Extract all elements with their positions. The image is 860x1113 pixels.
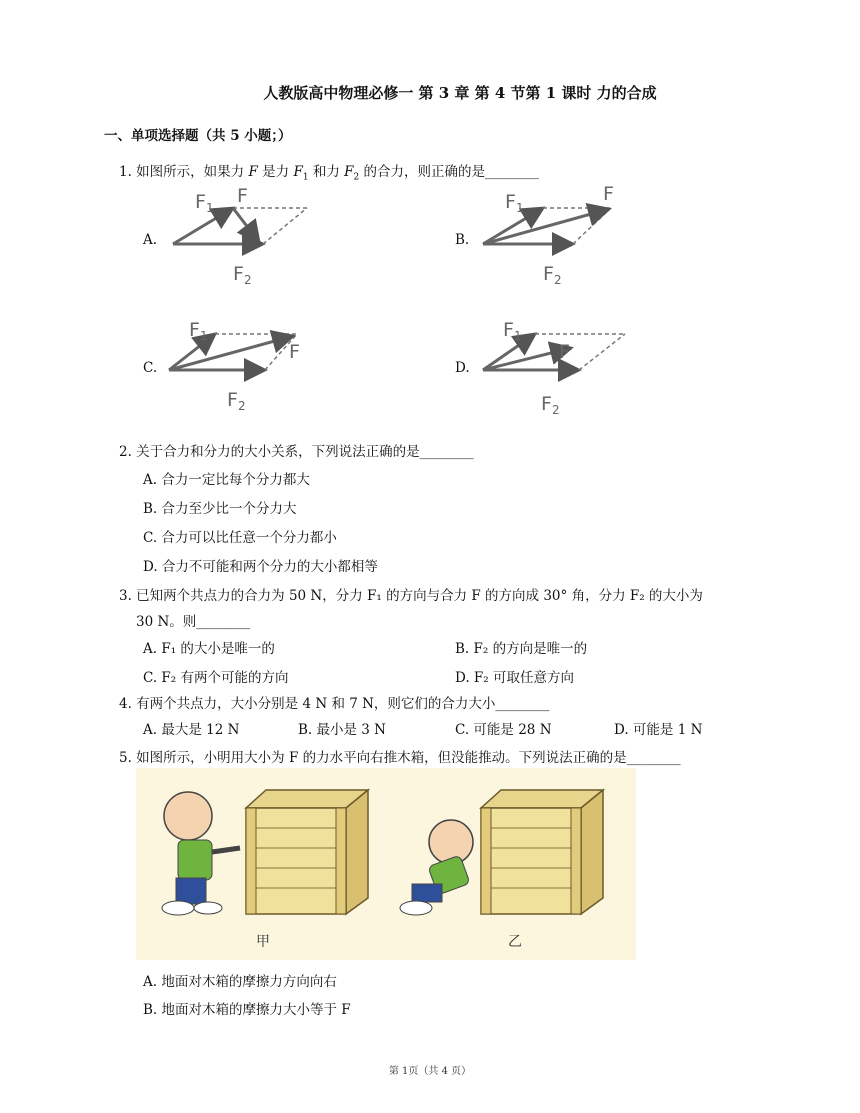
page-title: 人教版高中物理必修一 第 3 章 第 4 节第 1 课时 力的合成 [263, 84, 657, 102]
svg-text:F: F [603, 183, 614, 205]
svg-text:F2: $F_2$ [227, 389, 246, 413]
crate-right-icon [481, 790, 603, 914]
q1-diagram-a [165, 180, 325, 290]
q4-option-b: B. 最小是 3 N [298, 722, 386, 738]
svg-text:F1: $F_1$ [505, 191, 524, 215]
question-3-line-1: 3. 已知两个共点力的合力为 50 N，分力 F₁ 的方向与合力 F 的方向成 30° 角，分力 F₂ 的大小为 [119, 588, 703, 604]
svg-text:F1: $F_1$ [189, 319, 208, 343]
page-footer: 第 1页（共 4 页） [388, 1066, 472, 1077]
q1-option-c-label: C. [143, 360, 158, 376]
question-1-stem: 1. 如图所示，如果力 F 是力 $F_1$ 和力 $F_2$ 的合力，则正确的是________ [119, 164, 540, 183]
q1-option-b-label: B. [455, 232, 470, 248]
svg-text:F2: $F_2$ [541, 393, 560, 417]
label-f2: $F_2$ [233, 263, 252, 287]
q1-option-a-label: A. [143, 232, 158, 248]
q3-option-a: A. F₁ 的大小是唯一的 [143, 641, 275, 657]
boy-pushing-crate-illustration [136, 768, 636, 960]
q1-diagram-b [475, 180, 635, 290]
q5-option-b: B. 地面对木箱的摩擦力大小等于 F [143, 1002, 351, 1018]
question-2-stem: 2. 关于合力和分力的大小关系，下列说法正确的是________ [119, 444, 474, 460]
svg-text:F: F [559, 341, 570, 363]
panel-label-yi: 乙 [508, 934, 522, 950]
q4-option-c: C. 可能是 28 N [455, 722, 552, 738]
q1-diagram-d [475, 310, 635, 420]
q2-option-d: D. 合力不可能和两个分力的大小都相等 [143, 559, 378, 575]
svg-text:F: F [289, 341, 300, 363]
q5-illustration [136, 768, 636, 960]
panel-label-jia: 甲 [256, 934, 270, 950]
q1-option-d-label: D. [455, 360, 470, 376]
crate-left-icon [246, 790, 368, 914]
q3-option-d: D. F₂ 可取任意方向 [455, 670, 574, 686]
q2-option-b: B. 合力至少比一个分力大 [143, 501, 297, 517]
q5-option-a: A. 地面对木箱的摩擦力方向向右 [143, 974, 337, 990]
boy-right-icon [400, 820, 473, 915]
svg-text:F2: $F_2$ [543, 263, 562, 287]
question-4-stem: 4. 有两个共点力，大小分别是 4 N 和 7 N，则它们的合力大小________ [119, 696, 550, 712]
question-5-stem: 5. 如图所示，小明用大小为 F 的力水平向右推木箱，但没能推动。下列说法正确的是________ [119, 750, 681, 766]
section-heading: 一、单项选择题（共 5 小题；） [104, 128, 292, 144]
q2-option-c: C. 合力可以比任意一个分力都小 [143, 530, 337, 546]
q1-diagram-c [165, 310, 325, 420]
q4-option-a: A. 最大是 12 N [143, 722, 240, 738]
question-3-line-2: 30 N。则________ [136, 614, 251, 630]
svg-text:F1: $F_1$ [503, 319, 522, 343]
q3-option-b: B. F₂ 的方向是唯一的 [455, 641, 588, 657]
q4-option-d: D. 可能是 1 N [614, 722, 703, 738]
label-f1: $F_1$ [195, 191, 214, 215]
boy-left-icon [162, 792, 240, 915]
q3-option-c: C. F₂ 有两个可能的方向 [143, 670, 289, 686]
q2-option-a: A. 合力一定比每个分力都大 [143, 472, 310, 488]
label-f: F [237, 185, 248, 207]
